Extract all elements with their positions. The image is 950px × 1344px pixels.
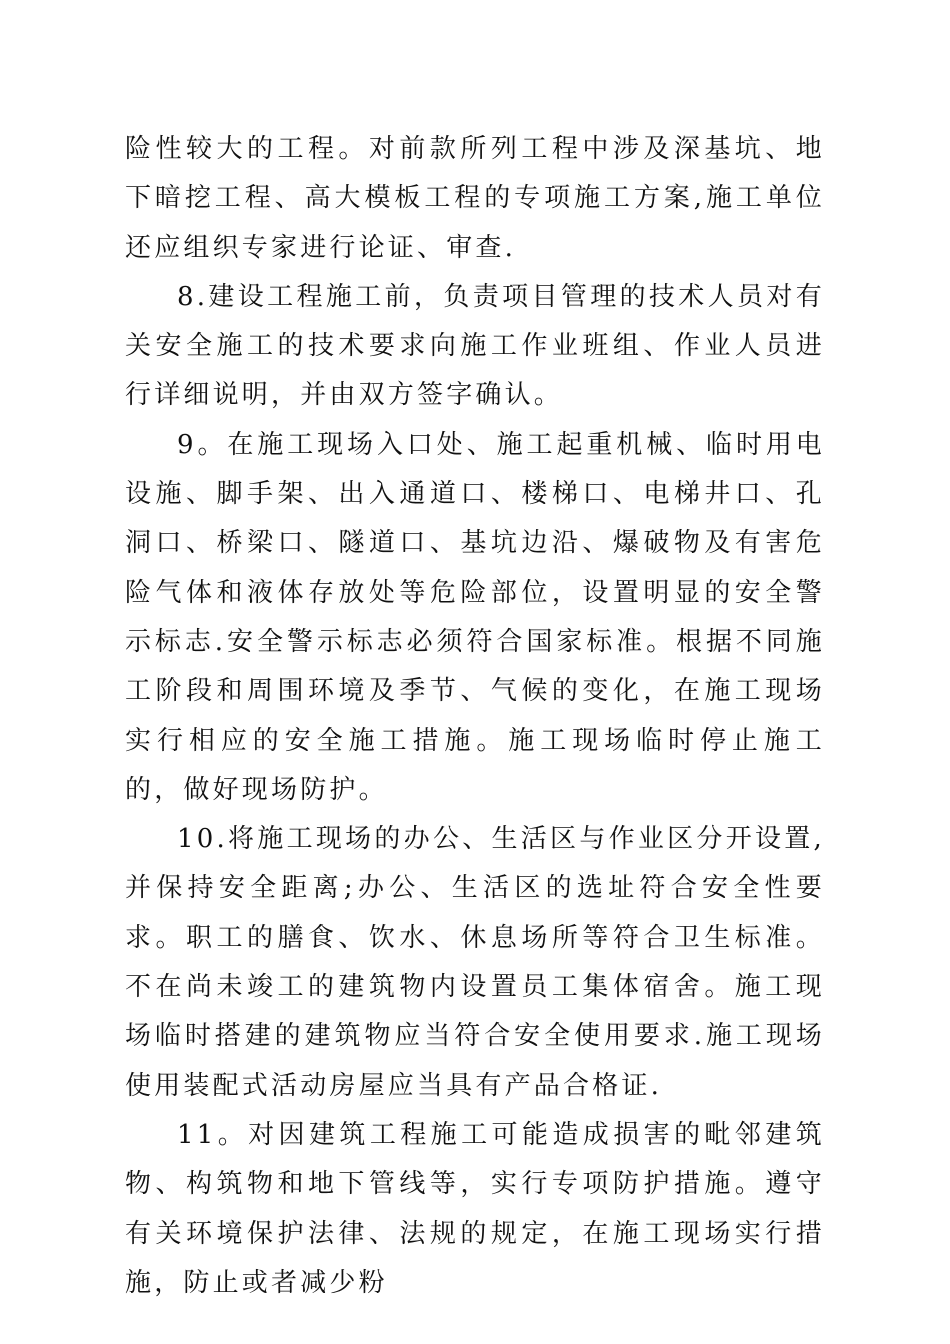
paragraph-item-10: 10.将施工现场的办公、生活区与作业区分开设置,并保持安全距离;办公、生活区的选址符合安全性要求。职工的膳食、饮水、休息场所等符合卫生标准。不在尚未竣工的建筑物内设置员工集体宿舍。施工现场临时搭建的建筑物应当符合安全使用要求.施工现场使用装配式活动房屋应当具有产品合格证. (125, 824, 825, 1101)
paragraph-item-8: 8.建设工程施工前，负责项目管理的技术人员对有关安全施工的技术要求向施工作业班组、作业人员进行详细说明，并由双方签字确认。 (125, 281, 825, 411)
document-body (125, 125, 825, 1308)
paragraph-continuation: 险性较大的工程。对前款所列工程中涉及深基坑、地下暗挖工程、高大模板工程的专项施工方案,施工单位还应组织专家进行论证、审查. (125, 134, 825, 263)
paragraph-item-9: 9。在施工现场入口处、施工起重机械、临时用电设施、脚手架、出入通道口、楼梯口、电梯井口、孔洞口、桥梁口、隧道口、基坑边沿、爆破物及有害危险气体和液体存放处等危险部位，设置明显的安全警示标志.安全警示标志必须符合国家标准。根据不同施工阶段和周围环境及季节、气候的变化，在施工现场实行相应的安全施工措施。施工现场临时停止施工的，做好现场防护。 (125, 429, 825, 805)
paragraph-item-11: 11。对因建筑工程施工可能造成损害的毗邻建筑物、构筑物和地下管线等，实行专项防护措施。遵守有关环境保护法律、法规的规定，在施工现场实行措施，防止或者减少粉 (125, 1119, 825, 1298)
